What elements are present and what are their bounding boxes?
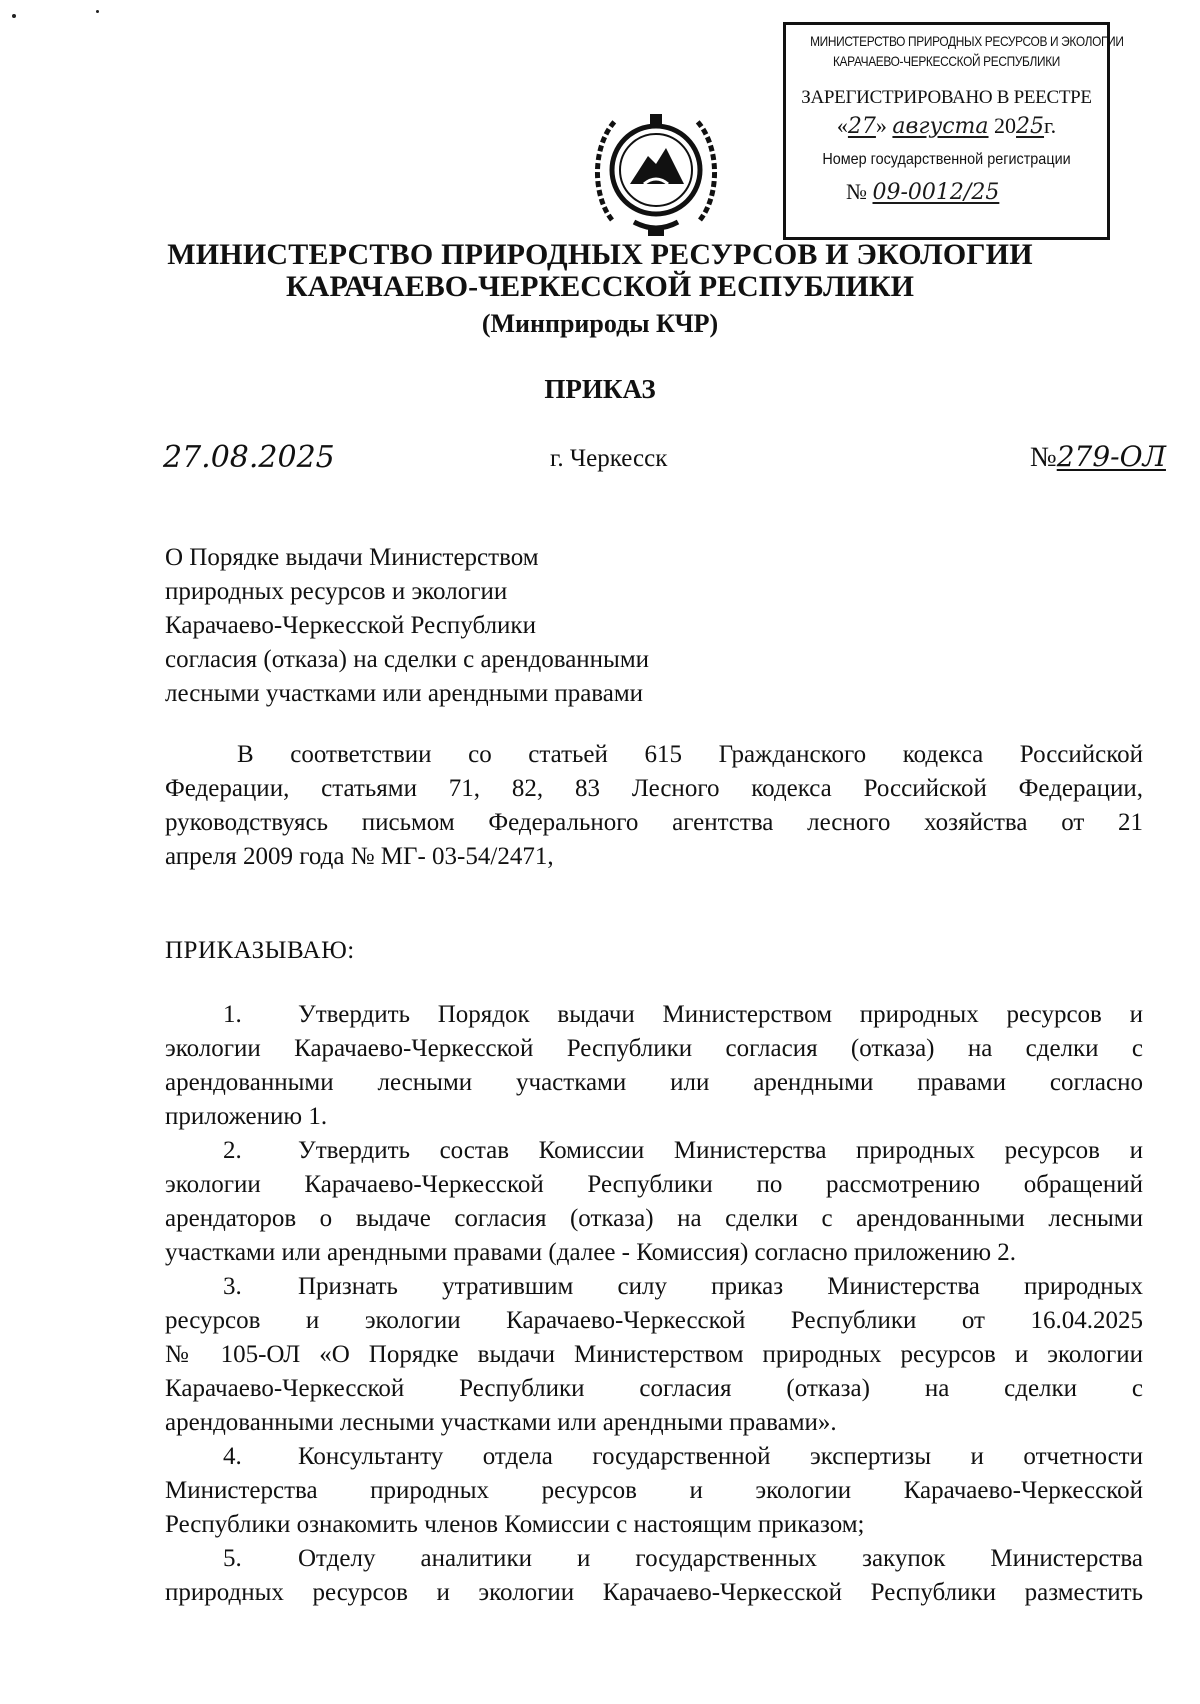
order-date: 27.08.2025 — [163, 440, 335, 475]
item-line: ресурсов и экологии Карачаево-Черкесской Республики от 16.04.2025 — [165, 1307, 1143, 1334]
item-text: Отделу аналитики и государственных закупок Министерства — [298, 1545, 1143, 1572]
stamp-registered-label: ЗАРЕГИСТРИРОВАНО В РЕЕСТРЕ — [801, 87, 1092, 108]
order-number-value: 279-ОЛ — [1056, 440, 1166, 473]
stamp-reg-number-label: Номер государственной регистрации — [822, 151, 1071, 168]
item-line — [165, 1440, 1143, 1474]
document-type: ПРИКАЗ — [544, 374, 656, 404]
stamp-year-suffix: г. — [1044, 113, 1057, 138]
item-line: арендаторов о выдаче согласия (отказа) на сделки с арендованными лесными — [165, 1205, 1143, 1232]
order-item — [165, 1134, 1143, 1270]
ministry-name-line1: МИНИСТЕРСТВО ПРИРОДНЫХ РЕСУРСОВ И ЭКОЛОГИИ — [167, 238, 1033, 271]
subject-line: лесными участками или арендными правами — [165, 680, 644, 707]
preamble-line: апреля 2009 года № МГ- 03-54/2471, — [165, 843, 554, 870]
order-item — [165, 1440, 1143, 1542]
order-items — [165, 998, 1143, 1610]
item-line: участками или арендными правами (далее - Комиссия) согласно приложению 2. — [165, 1239, 1017, 1266]
item-line: арендованными лесными участками или арендными правами». — [165, 1409, 837, 1436]
item-line: природных ресурсов и экологии Карачаево-Черкесской Республики разместить — [165, 1579, 1143, 1606]
stamp-org-line: МИНИСТЕРСТВО ПРИРОДНЫХ РЕСУРСОВ И ЭКОЛОГИИ — [810, 33, 1124, 49]
item-number: 1. — [223, 1001, 242, 1028]
registration-stamp — [783, 22, 1124, 240]
item-number: 5. — [223, 1545, 242, 1572]
item-text: Утвердить Порядок выдачи Министерством природных ресурсов и — [298, 1001, 1143, 1028]
item-number: 4. — [223, 1443, 242, 1470]
stamp-month: августа — [892, 114, 989, 139]
item-line: экологии Карачаево-Черкесской Республики согласия (отказа) на сделки с — [165, 1035, 1143, 1062]
subject-line: О Порядке выдачи Министерством — [165, 544, 539, 571]
stamp-organization — [810, 31, 1124, 71]
preamble-paragraph — [165, 738, 1143, 874]
ministry-name-line2: КАРАЧАЕВО-ЧЕРКЕССКОЙ РЕСПУБЛИКИ — [286, 270, 914, 303]
subject-line: согласия (отказа) на сделки с арендованными — [165, 646, 650, 673]
preamble-line: руководствуясь письмом Федерального агентства лесного хозяйства от 21 — [165, 809, 1143, 836]
stamp-date: «27» августа 2025г. — [836, 113, 1057, 139]
stamp-number-value: 09-0012/25 — [872, 180, 1000, 205]
order-city: г. Черкесск — [550, 445, 668, 472]
order-item — [165, 1542, 1143, 1610]
preamble-line: Федерации, статьями 71, 82, 83 Лесного кодекса Российской Федерации, — [165, 775, 1143, 802]
item-line — [165, 1542, 1143, 1576]
scan-speck — [12, 14, 16, 18]
coat-of-arms-emblem — [586, 100, 726, 250]
item-text: Консультанту отдела государственной экспертизы и отчетности — [298, 1443, 1143, 1470]
stamp-number-prefix: № — [846, 179, 867, 204]
order-item — [165, 1270, 1143, 1440]
order-item — [165, 998, 1143, 1134]
stamp-org-line: КАРАЧАЕВО-ЧЕРКЕССКОЙ РЕСПУБЛИКИ — [832, 53, 1061, 69]
item-text: Утвердить состав Комиссии Министерства природных ресурсов и — [298, 1137, 1143, 1164]
ministry-short-name: (Минприроды КЧР) — [481, 309, 719, 338]
item-line — [165, 1134, 1143, 1168]
preamble-line: В соответствии со статьей 615 Гражданского кодекса Российской — [237, 741, 1143, 768]
order-command: ПРИКАЗЫВАЮ: — [165, 937, 355, 964]
subject-line: Карачаево-Черкесской Республики — [165, 612, 536, 639]
stamp-year-prefix: 20 — [994, 113, 1017, 138]
scan-speck — [96, 10, 99, 13]
item-line: приложению 1. — [165, 1103, 328, 1130]
item-line: арендованными лесными участками или арендными правами согласно — [165, 1069, 1143, 1096]
order-number — [1030, 440, 1166, 474]
item-line: Карачаево-Черкесской Республики согласия (отказа) на сделки с — [165, 1375, 1143, 1402]
subject-line: природных ресурсов и экологии — [165, 578, 508, 605]
stamp-year: 25 — [1016, 114, 1045, 139]
item-line — [165, 1270, 1143, 1304]
item-line: Министерства природных ресурсов и экологии Карачаево-Черкесской — [165, 1477, 1143, 1504]
item-number: 3. — [223, 1273, 242, 1300]
stamp-day: 27 — [847, 114, 876, 139]
item-line — [165, 998, 1143, 1032]
stamp-reg-number — [846, 179, 1107, 205]
item-line: экологии Карачаево-Черкесской Республики по рассмотрению обращений — [165, 1171, 1143, 1198]
order-subject — [165, 541, 649, 711]
order-number-prefix: № — [1030, 442, 1057, 473]
item-number: 2. — [223, 1137, 242, 1164]
item-line: № 105-ОЛ «О Порядке выдачи Министерством природных ресурсов и экологии — [165, 1341, 1143, 1368]
item-text: Признать утратившим силу приказ Министерства природных — [298, 1273, 1143, 1300]
item-line: Республики ознакомить членов Комиссии с настоящим приказом; — [165, 1511, 865, 1538]
